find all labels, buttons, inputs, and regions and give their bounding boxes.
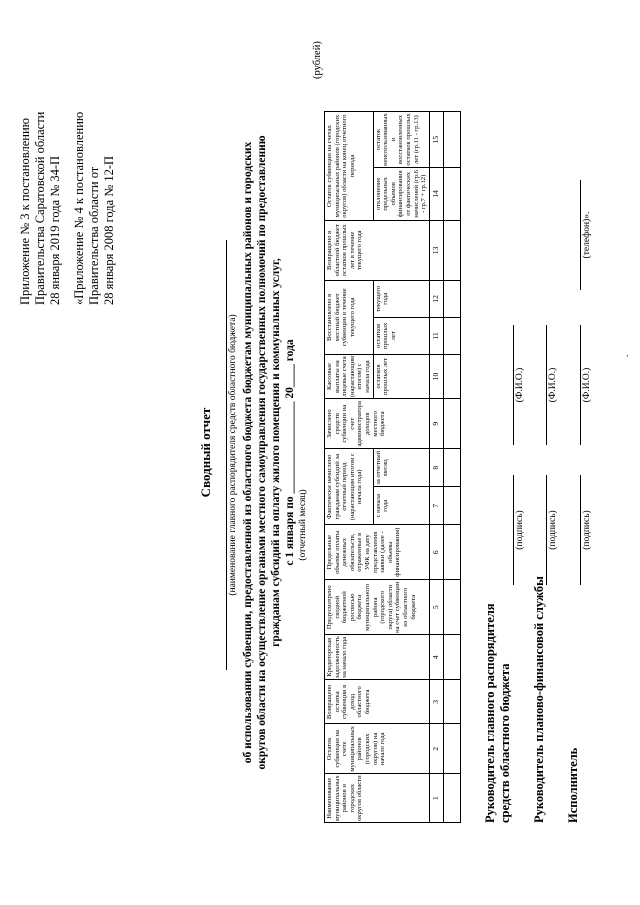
col-header-6: Предельные объемы оплаты денежных обязательств, отраженные в УФК на дату представления заявки (далее - объемы финансирования) — [325, 525, 430, 580]
head-sign-line — [513, 475, 514, 585]
col-number: 13 — [429, 220, 443, 280]
report-period: с 1 января по ________________ 20____ года — [284, 339, 296, 566]
head-signatory-label: Руководитель главного распорядителя средств областного бюджета — [483, 603, 512, 823]
table-cell — [443, 680, 460, 724]
table-cell — [443, 167, 460, 220]
col-number: 12 — [429, 280, 443, 317]
finance-sign-hint: (подпись) — [548, 510, 558, 550]
col-number: 7 — [429, 487, 443, 525]
col-number: 4 — [429, 635, 443, 680]
report-table — [324, 111, 461, 823]
col-header-14: Остаток субвенции на счетах муниципальных районов (городских округов) области на конец отчетного периода — [325, 112, 374, 221]
table-row — [443, 112, 460, 823]
col-number: 3 — [429, 680, 443, 724]
col-subheader-7: с начала года — [373, 487, 429, 525]
finance-name-hint: (Ф.И.О.) — [548, 367, 558, 403]
col-header-5: Предусмотрено сводной бюджетной росписью бюджета муниципального района (городского округа) области на счет субвенции из областного бюджета — [325, 580, 430, 635]
table-cell — [443, 525, 460, 580]
org-name-line — [226, 240, 227, 670]
table-cell — [443, 774, 460, 823]
col-number: 14 — [429, 167, 443, 220]
finance-sign-line — [546, 475, 547, 585]
table-cell — [443, 220, 460, 280]
col-header-10: Кассовые выплаты на лицевые счета (нарастающим итогом) с начала года — [325, 354, 374, 398]
executor-name-hint: (Ф.И.О.) — [582, 367, 592, 403]
report-period-hint: (отчетный месяц) — [298, 489, 308, 561]
table-cell — [443, 580, 460, 635]
col-header-2: Остаток субвенции на счете муниципальных районов (городских округов) на начало года — [325, 724, 430, 774]
col-subheader-12: текущего года — [373, 280, 429, 317]
table-cell — [443, 317, 460, 354]
col-number: 11 — [429, 317, 443, 354]
col-subheader-15: остаток неиспользованных и восстановленных остатков прошлых лет (гр.11 - гр.13) — [373, 112, 429, 168]
col-header-13: Возвращено в областной бюджет остатков прошлых лет в течение текущего года — [325, 220, 430, 280]
title-line-3: гражданам субсидий на оплату жилого помещения и коммунальных услуг, — [270, 258, 282, 647]
executor-sign-hint: (подпись) — [582, 510, 592, 550]
col-header-3: Возвращено остатка субвенции в доход областного бюджета — [325, 680, 430, 724]
head-sign-hint: (подпись) — [515, 510, 525, 550]
col-number: 5 — [429, 580, 443, 635]
head-name-hint: (Ф.И.О.) — [515, 367, 525, 403]
table-cell — [443, 399, 460, 449]
executor-label: Исполнитель — [566, 747, 580, 823]
executor-sign-line — [580, 475, 581, 585]
appendix-line-3: 28 января 2019 года № 34-П — [48, 155, 62, 305]
col-subheader-14: отклонение предельных объемов финансирования от фактических начислений (гр.6 - гр.7 + гр.12) — [373, 167, 429, 220]
title-line-2: округов области на осуществление органами местного самоуправления государственных полномочий по предоставлению — [256, 135, 268, 770]
table-cell — [443, 449, 460, 487]
table-cell — [443, 354, 460, 398]
col-header-4: Кредиторская задолженность на начало года — [325, 635, 430, 680]
appendix-line-2: Правительства Саратовской области — [33, 111, 47, 305]
page-title: Сводный отчет — [198, 407, 213, 498]
col-subheader-8: за отчетный месяц — [373, 449, 429, 487]
col-header-11: Восстановлено в местный бюджет субвенции в течение текущего года — [325, 280, 374, 354]
table-cell — [443, 487, 460, 525]
col-subheader-10: остатков прошлых лет — [373, 354, 429, 398]
head-name-line — [513, 325, 514, 445]
col-header-9: Зачислено средств субвенции на счет администратора доходов местного бюджета — [325, 399, 430, 449]
table-cell — [443, 280, 460, 317]
finance-signatory-label: Руководитель планово-финансовой службы — [532, 576, 546, 823]
table-cell — [443, 724, 460, 774]
appendix-line-5: Правительства области от — [87, 166, 101, 305]
col-number: 1 — [429, 774, 443, 823]
col-number: 9 — [429, 399, 443, 449]
table-cell — [443, 635, 460, 680]
appendix-line-4: «Приложение № 4 к постановлению — [72, 111, 86, 305]
col-number: 8 — [429, 449, 443, 487]
org-name-hint: (наименование главного распорядителя средств областного бюджета) — [228, 314, 238, 596]
col-header-1: Наименование муниципальных районов и городских округов области — [325, 774, 430, 823]
executor-phone-line — [580, 180, 581, 290]
col-header-7: Фактически начислено гражданам субсидий за отчетный период (нарастающим итогом с начала года) — [325, 449, 374, 525]
appendix-line-1: Приложение № 3 к постановлению — [18, 118, 32, 305]
table-cell — [443, 112, 460, 168]
col-number: 6 — [429, 525, 443, 580]
end-mark: . — [620, 354, 631, 357]
col-subheader-11: остатков прошлых лет — [373, 317, 429, 354]
finance-name-line — [546, 325, 547, 445]
currency-unit: (рублей) — [312, 41, 323, 79]
executor-name-line — [580, 325, 581, 445]
col-number: 2 — [429, 724, 443, 774]
title-line-1: об использовании субвенции, предоставленной из областного бюджета бюджетам муниципальных районов и городских — [242, 141, 254, 764]
col-number: 15 — [429, 112, 443, 168]
appendix-line-6: 28 января 2008 года № 12-П — [102, 155, 116, 305]
col-number: 10 — [429, 354, 443, 398]
executor-phone-hint: (телефон)». — [582, 211, 592, 259]
